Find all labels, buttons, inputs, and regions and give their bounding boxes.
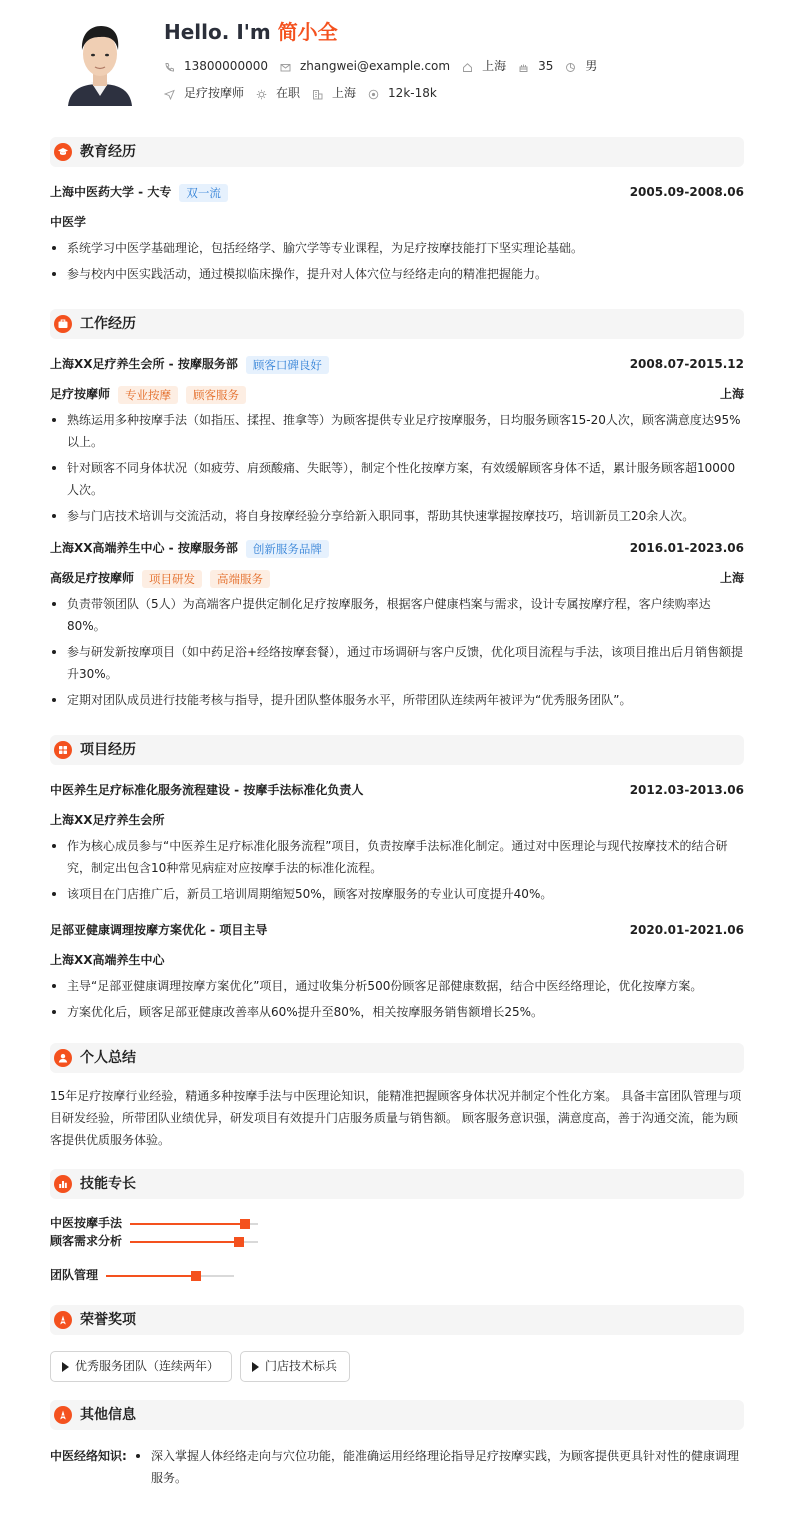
skill-bar-knob: [234, 1237, 244, 1247]
job-role: 高级足疗按摩师: [50, 571, 135, 586]
skill-bar-fill: [130, 1241, 239, 1243]
skill-item: [50, 1233, 403, 1251]
home-icon: [462, 62, 473, 73]
project-entry: [50, 905, 744, 1023]
salary-icon: [368, 89, 379, 100]
school-name: 上海中医药大学 - 大专: [50, 185, 172, 200]
skills-title: 技能专长: [80, 1175, 136, 1192]
skill-name: 团队管理: [50, 1268, 99, 1283]
other-bullets: [134, 1445, 744, 1489]
skills-section-header: [50, 1169, 744, 1199]
phone-item: [164, 57, 268, 76]
location-item: [462, 57, 506, 76]
project-date: 2020.01-2021.06: [629, 923, 744, 938]
list-item: 作为核心成员参与“中医养生足疗标准化服务流程”项目，负责按摩手法标准化制定。通过对中医理论与现代按摩技术的结合研究，制定出包含10种常见病症对应按摩手法的标准化流程。: [50, 835, 744, 879]
list-item: 方案优化后，顾客足部亚健康改善率从60%提升至80%，相关按摩服务销售额增长25%。: [50, 1001, 744, 1023]
work-bullets: [50, 409, 744, 527]
work-location: 上海: [719, 571, 744, 586]
triangle-icon: [252, 1362, 259, 1372]
summary-section-header: [50, 1043, 744, 1073]
awards-list: [50, 1351, 744, 1382]
school-tag: 双一流: [179, 184, 228, 202]
skill-item: [50, 1215, 403, 1233]
skill-name: 顾客需求分析: [50, 1234, 123, 1249]
work-company-wrap: [50, 539, 329, 558]
work-title: 工作经历: [80, 315, 136, 332]
company-name: 上海XX足疗养生会所 - 按摩服务部: [50, 357, 238, 372]
greeting-heading: [164, 18, 744, 46]
award-item: [240, 1351, 350, 1382]
building-icon: [312, 89, 323, 100]
work-entry: [50, 527, 744, 711]
job-item: [164, 84, 244, 103]
send-icon: [164, 89, 175, 100]
education-entry: [50, 167, 744, 285]
skill-bar-fill: [130, 1223, 245, 1225]
awards-title: 荣誉奖项: [80, 1311, 136, 1328]
list-item: 该项目在门店推广后，新员工培训周期缩短50%，顾客对按摩服务的专业认可度提升40%。: [50, 883, 744, 905]
education-school-wrap: [50, 183, 228, 202]
avatar: [60, 18, 140, 106]
project-bullets: [50, 835, 744, 905]
company-name: 上海XX高端养生中心 - 按摩服务部: [50, 541, 238, 556]
list-item: 主导“足部亚健康调理按摩方案优化”项目，通过收集分析500份顾客足部健康数据，结合中医经络理论，优化按摩方案。: [50, 975, 744, 997]
list-item: 负责带领团队（5人）为高端客户提供定制化足疗按摩服务，根据客户健康档案与需求，设计专属按摩疗程，客户续购率达80%。: [50, 593, 744, 637]
project-name: 足部亚健康调理按摩方案优化 - 项目主导: [50, 923, 268, 938]
skill-item: [50, 1267, 403, 1285]
graduation-cap-icon: [54, 143, 72, 161]
gender-item: [565, 57, 597, 76]
work-role-row: [50, 385, 744, 405]
work-date: 2016.01-2023.06: [629, 541, 744, 556]
job-text: 足疗按摩师: [184, 86, 245, 101]
work-date: 2008.07-2015.12: [629, 357, 744, 372]
photo-wrap: [50, 18, 164, 120]
award-label: 优秀服务团队（连续两年）: [75, 1358, 220, 1373]
project-org: 上海XX高端养生中心: [50, 953, 165, 968]
work-location: 上海: [719, 387, 744, 402]
education-date: 2005.09-2008.06: [629, 185, 744, 200]
email-item: [280, 57, 450, 76]
mail-icon: [280, 62, 291, 73]
summary-title: 个人总结: [80, 1049, 136, 1066]
phone-icon: [164, 62, 175, 73]
status-icon: [256, 89, 267, 100]
bar-chart-icon: [54, 1175, 72, 1193]
work-row: [50, 355, 744, 375]
education-section-header: [50, 137, 744, 167]
work-role-row: [50, 569, 744, 589]
salary-item: [368, 84, 437, 103]
project-title: 项目经历: [80, 741, 136, 758]
gender-icon: [565, 62, 576, 73]
project-row: [50, 781, 744, 801]
work-row: [50, 539, 744, 559]
list-item: 定期对团队成员进行技能考核与指导，提升团队整体服务水平，所带团队连续两年被评为“优秀服务团队”。: [50, 689, 744, 711]
work-role-wrap: [50, 385, 246, 404]
awards-section-header: [50, 1305, 744, 1335]
skill-bar-knob: [191, 1271, 201, 1281]
work-company-wrap: [50, 355, 329, 374]
education-bullets: [50, 237, 744, 285]
city-text: 上海: [332, 86, 357, 101]
work-section-header: [50, 309, 744, 339]
project-entry: [50, 765, 744, 905]
skills-list: [50, 1215, 744, 1285]
job-role: 足疗按摩师: [50, 387, 111, 402]
contact-row: [164, 58, 744, 76]
education-major: 中医学: [50, 215, 87, 230]
email-text: zhangwei@example.com: [299, 59, 451, 74]
skill-name: 中医按摩手法: [50, 1216, 123, 1231]
location-text: 上海: [482, 59, 507, 74]
salary-text: 12k-18k: [388, 86, 437, 101]
age-icon: [518, 62, 529, 73]
age-text: 35: [538, 59, 554, 74]
list-item: 参与校内中医实践活动，通过模拟临床操作，提升对人体穴位与经络走向的精准把握能力。: [50, 263, 744, 285]
gender-text: 男: [585, 59, 598, 74]
role-tag: 项目研发: [142, 570, 202, 588]
other-title: 其他信息: [80, 1406, 136, 1423]
grid-icon: [54, 741, 72, 759]
status-item: [256, 84, 300, 103]
summary-text: 15年足疗按摩行业经验，精通多种按摩手法与中医理论知识，能精准把握顾客身体状况并制定个性化方案。 具备丰富团队管理与项目研发经验，所带团队业绩优异，研发项目有效提升门店服务质量与销售额。 顾客服务意识强，满意度高，善于沟通交流，能为顾客提供优质服务体验。: [50, 1089, 742, 1147]
project-name: 中医养生足疗标准化服务流程建设 - 按摩手法标准化负责人: [50, 783, 364, 798]
work-bullets: [50, 593, 744, 711]
education-title: 教育经历: [80, 143, 136, 160]
medal-icon: [54, 1311, 72, 1329]
status-text: 在职: [276, 86, 301, 101]
user-icon: [54, 1049, 72, 1067]
city-item: [312, 84, 356, 103]
role-tag: 高端服务: [210, 570, 270, 588]
info-icon: [54, 1406, 72, 1424]
award-label: 门店技术标兵: [265, 1358, 338, 1373]
greeting-text: Hello. I'm: [164, 20, 278, 44]
resume-header: [50, 18, 744, 120]
project-org: 上海XX足疗养生会所: [50, 813, 165, 828]
header-info: [164, 18, 744, 120]
skill-bar-knob: [240, 1219, 250, 1229]
project-date: 2012.03-2013.06: [629, 783, 744, 798]
company-tag: 顾客口碑良好: [246, 356, 329, 374]
phone-text: 13800000000: [184, 59, 268, 74]
list-item: 针对顾客不同身体状况（如疲劳、肩颈酸痛、失眠等），制定个性化按摩方案，有效缓解顾客身体不适，累计服务顾客超10000人次。: [50, 457, 744, 501]
job-row: [164, 85, 744, 103]
list-item: 参与研发新按摩项目（如中药足浴+经络按摩套餐），通过市场调研与客户反馈，优化项目流程与手法，该项目推出后月销售额提升30%。: [50, 641, 744, 685]
role-tag: 顾客服务: [186, 386, 246, 404]
candidate-name: 简小全: [277, 20, 338, 44]
list-item: 系统学习中医学基础理论，包括经络学、腧穴学等专业课程，为足疗按摩技能打下坚实理论基础。: [50, 237, 744, 259]
list-item: 熟练运用多种按摩手法（如指压、揉捏、推拿等）为顾客提供专业足疗按摩服务，日均服务顾客15-20人次，顾客满意度达95%以上。: [50, 409, 744, 453]
project-section-header: [50, 735, 744, 765]
role-tag: 专业按摩: [118, 386, 178, 404]
other-info-row: [50, 1445, 744, 1489]
project-bullets: [50, 975, 744, 1023]
company-tag: 创新服务品牌: [246, 540, 329, 558]
age-item: [518, 57, 553, 76]
other-section-header: [50, 1400, 744, 1430]
skill-bar: [106, 1275, 234, 1277]
skill-bar: [130, 1223, 258, 1225]
other-label: 中医经络知识:: [50, 1449, 127, 1463]
skill-bar: [130, 1241, 258, 1243]
work-entry: [50, 339, 744, 527]
list-item: 参与门店技术培训与交流活动，将自身按摩经验分享给新入职同事，帮助其快速掌握按摩技巧，培训新员工20余人次。: [50, 505, 744, 527]
education-row: [50, 183, 744, 203]
award-item: [50, 1351, 232, 1382]
triangle-icon: [62, 1362, 69, 1372]
work-role-wrap: [50, 569, 270, 588]
list-item: 深入掌握人体经络走向与穴位功能，能准确运用经络理论指导足疗按摩实践，为顾客提供更具针对性的健康调理服务。: [134, 1445, 744, 1489]
skill-bar-fill: [106, 1275, 196, 1277]
briefcase-icon: [54, 315, 72, 333]
project-row: [50, 921, 744, 941]
